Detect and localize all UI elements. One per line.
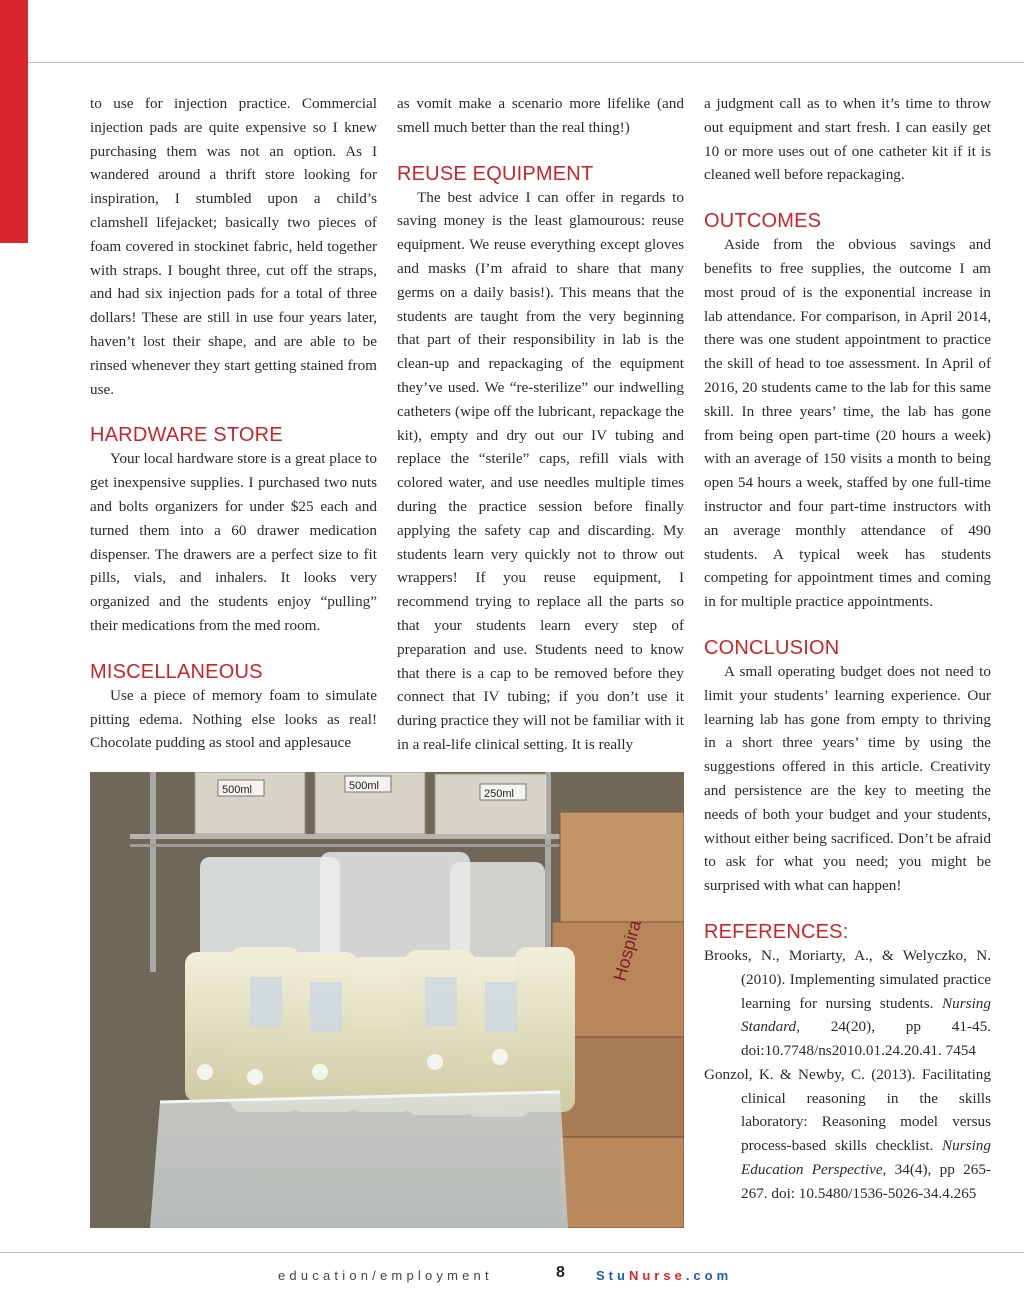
reference-entry-1 [704, 944, 991, 1063]
hardware-store-paragraph: Your local hardware store is a great place to get inexpensive supplies. I purchased two nuts and bolts organizers for under $25 each and turned them into a 60 drawer medication dispenser. The drawers are a perfect size to fit pills, vials, and inhalers. It looks very organized and the students enjoy “pulling” their medications from the med room. [90, 450, 377, 634]
reference-text: Gonzol, K. & Newby, C. (2013). Facilitating clinical reasoning in the skills laboratory: Reasoning model versus process-based skills checklist. [704, 1065, 991, 1155]
plastic-tub [150, 1092, 568, 1228]
article-column-1 [90, 92, 377, 755]
article-column-3 [704, 92, 991, 1206]
reference-text: 34(4), pp 265-267. doi: 10.5480/1536-5026-34.4.265 [741, 1161, 991, 1202]
wire-shelf [130, 834, 560, 839]
reference-text: Brooks, N., Moriarty, A., & Welyczko, N. (2010). Implementing simulated practice learning for nursing students. [704, 946, 991, 1012]
reuse-equipment-paragraph: The best advice I can offer in regards to saving money is the least glamourous: reuse equipment. We reuse everything except gloves and masks (I’m afraid to share that many germs on a daily basis!). This means that the students are taught from the very beginning that part of their responsibility in lab is the clean-up and repackaging of the equipment they’ve used. We “re-sterilize” our indwelling catheters (wipe off the lubricant, repackage the kit), empty and dry out our IV tubing and replace the “sterile” caps, refill vials with colored water, and use needles multiple times during the practice session before finally applying the safety cap and discarding. My students learn very quickly not to throw out wrappers! If you reuse equipment, I recommend trying to replace all the parts so that your students learn every step of preparation and use. Students need to know that there is a cap to be removed before they connect that IV tubing; if you don’t use it during practice they will not be familiar with it in a real-life clinical setting. It is really [397, 188, 684, 753]
continued-paragraph: a judgment call as to when it’s time to throw out equipment and start fresh. I can easily get 10 or more uses out of one catheter kit if it is cleaned well before repackaging. [704, 95, 991, 184]
section-heading-references: REFERENCES: [704, 920, 849, 943]
reference-journal: Nursing Education Perspective, [741, 1137, 991, 1179]
miscellaneous-paragraph: Use a piece of memory foam to simulate pitting edema. Nothing else looks as real! Chocolate pudding as stool and applesauce [90, 686, 377, 752]
photo-illustration [90, 772, 684, 1228]
footer-section-label: education/employment [278, 1268, 493, 1283]
red-accent-bar [0, 0, 28, 243]
storage-closet-photo [90, 772, 684, 1228]
footer-brand [596, 1268, 732, 1283]
section-heading-conclusion: CONCLUSION [704, 636, 840, 659]
brand-dotcom: .com [685, 1268, 733, 1283]
supply-bin [435, 774, 547, 836]
outcomes-paragraph: Aside from the obvious savings and benefits to free supplies, the outcome I am most proud of is the exponential increase in lab attendance. For comparison, in April 2014, there was one student appointment to practice the skill of head to toe assessment. In April of 2016, 20 students came to the lab for this same skill. In three years’ time, the lab has gone from being open part-time (20 hours a week) with an average of 150 visits a month to being open 54 hours a week, staffed by one full-time instructor and four part-time instructors with an average monthly attendance of 490 students. A typical week has students competing for appointment times and coming in for multiple practice appointments. [704, 236, 991, 611]
continued-paragraph: as vomit make a scenario more lifelike (and smell much better than the real thing!) [397, 95, 684, 136]
conclusion-paragraph: A small operating budget does not need to limit your students’ learning experience. Our learning lab has gone from empty to thriving in a short three years’ time by using the suggestions offered in this article. Creativity and persistence are the key to meeting the needs of both your budget and your students, without either being sacrificed. Don’t be afraid to ask for what you need; you might be surprised with what can happen! [704, 662, 991, 895]
bin-label: 500ml [349, 780, 379, 792]
article-column-2 [397, 92, 684, 757]
continued-paragraph: to use for injection practice. Commercial injection pads are quite expensive so I knew purchasing them was not an option. As I wandered around a thrift store looking for inspiration, I stumbled upon a child’s clamshell lifejacket; basically two pieces of foam covered in stockinet fabric, held together with straps. I bought three, cut off the straps, and had six injection pads for a total of three dollars! These are still in use four years later, haven’t lost their shape, and are able to be rinsed whenever they start getting stained from use. [90, 95, 377, 398]
footer-rule [0, 1252, 1024, 1253]
section-heading-outcomes: OUTCOMES [704, 210, 822, 233]
supply-bin [315, 772, 425, 834]
reference-text: 24(20), pp 41-45. doi:10.7748/ns2010.01.24.20.41. 7454 [741, 1018, 991, 1060]
brand-nurse: Nurse [628, 1268, 686, 1283]
section-heading-hardware-store: HARDWARE STORE [90, 424, 283, 447]
bin-label: 500ml [222, 784, 252, 796]
page-number: 8 [556, 1264, 565, 1281]
box-brand-label: Hospira [609, 917, 645, 984]
shelf-post [150, 772, 156, 972]
reference-journal: Nursing Standard, [741, 994, 991, 1036]
bin-label: 250ml [484, 788, 514, 800]
reference-entry-2 [704, 1063, 991, 1206]
brand-stu: Stu [596, 1268, 629, 1283]
section-heading-reuse-equipment: REUSE EQUIPMENT [397, 162, 594, 185]
header-rule [28, 62, 1024, 63]
section-heading-miscellaneous: MISCELLANEOUS [90, 660, 263, 683]
iv-bags [185, 852, 575, 1117]
supply-bin [195, 772, 305, 834]
